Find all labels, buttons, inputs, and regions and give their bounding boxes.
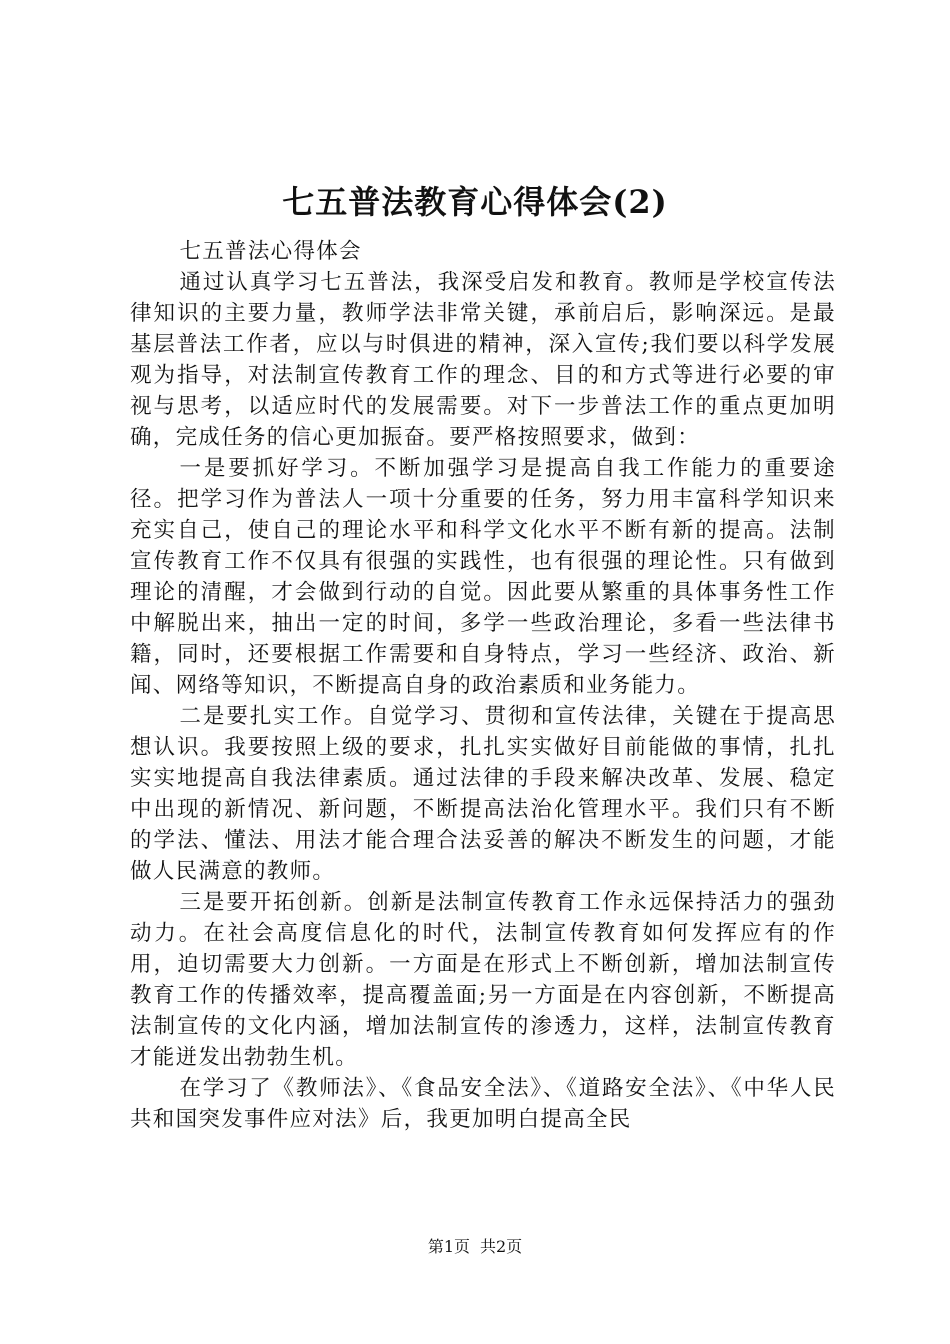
- page-footer: [0, 1236, 950, 1258]
- document-body: [130, 236, 836, 1135]
- paragraph-work: 二是要扎实工作。自觉学习、贯彻和宣传法律，关键在于提高思想认识。我要按照上级的要求，扎扎实实做好目前能做的事情，扎扎实实地提高自我法律素质。通过法律的手段来解决改革、发展、稳定中出现的新情况、新问题，不断提高法治化管理水平。我们只有不断的学法、懂法、用法才能合理合法妥善的解决不断发生的问题，才能做人民满意的教师。: [130, 704, 836, 884]
- document-subtitle: 七五普法心得体会: [179, 239, 362, 264]
- page-number: 第1页: [427, 1237, 470, 1256]
- paragraph-innovate: 三是要开拓创新。创新是法制宣传教育工作永远保持活力的强劲动力。在社会高度信息化的时代，法制宣传教育如何发挥应有的作用，迫切需要大力创新。一方面是在形式上不断创新，增加法制宣传教育工作的传播效率，提高覆盖面;另一方面是在内容创新，不断提高法制宣传的文化内涵，增加法制宣传的渗透力，这样，法制宣传教育才能迸发出勃勃生机。: [130, 890, 836, 1070]
- paragraph-intro: 通过认真学习七五普法，我深受启发和教育。教师是学校宣传法律知识的主要力量，教师学法非常关键，承前启后，影响深远。是最基层普法工作者，应以与时俱进的精神，深入宣传;我们要以科学发展观为指导，对法制宣传教育工作的理念、目的和方式等进行必要的审视与思考，以适应时代的发展需要。对下一步普法工作的重点更加明确，完成任务的信心更加振奋。要严格按照要求，做到：: [130, 270, 836, 450]
- paragraph-study: 一是要抓好学习。不断加强学习是提高自我工作能力的重要途径。把学习作为普法人一项十分重要的任务，努力用丰富科学知识来充实自己，使自己的理论水平和科学文化水平不断有新的提高。法制宣传教育工作不仅具有很强的实践性，也有很强的理论性。只有做到理论的清醒，才会做到行动的自觉。因此要从繁重的具体事务性工作中解脱出来，抽出一定的时间，多学一些政治理论，多看一些法律书籍，同时，还要根据工作需要和自身特点，学习一些经济、政治、新闻、网络等知识，不断提高自身的政治素质和业务能力。: [130, 456, 836, 698]
- paragraph-laws: 在学习了《教师法》、《食品安全法》、《道路安全法》、《中华人民共和国突发事件应对法》后，我更加明白提高全民: [130, 1076, 836, 1132]
- document-title: 七五普法教育心得体会(2): [282, 183, 668, 221]
- page-total: 共2页: [480, 1237, 523, 1256]
